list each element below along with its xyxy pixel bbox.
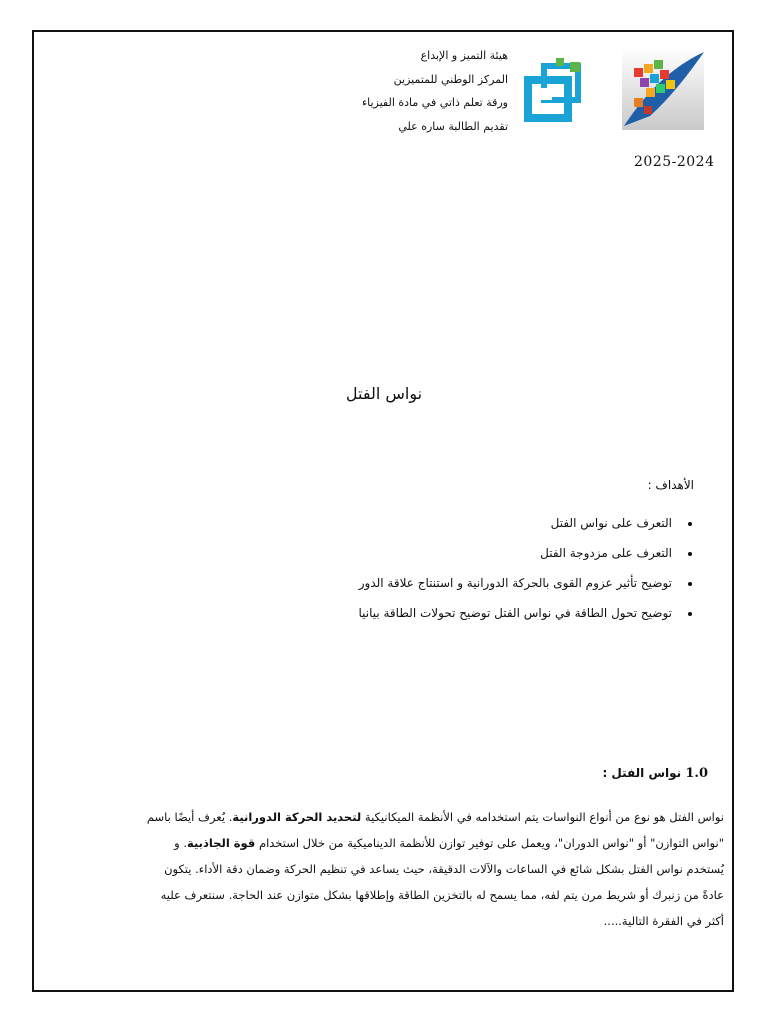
body-line: يُستخدم نواس الفتل بشكل شائع في الساعات والآلات الدقيقة، حيث يساعد في تنظيم الحركة وضمان دقة الأداء. يتكون <box>164 862 724 876</box>
header-line-authority: هيئة التميز و الإبداع <box>420 49 508 62</box>
goal-item: • توضيح تأثير عزوم القوى بالحركة الدورانية و استنتاج علاقة الدور <box>218 568 678 598</box>
body-line: "نواس التوازن" أو "نواس الدوران"، ويعمل على توفير توازن للأنظمة الديناميكية من خلال استخدام قوة الجاذبية. و <box>174 836 724 850</box>
section-heading-text: نواس الفتل : <box>602 766 682 780</box>
header-line-worksheet: ورقة تعلم ذاتي في مادة الفيزياء <box>361 96 508 109</box>
puzzle-sky-logo-icon <box>620 46 706 132</box>
goal-item: • توضيح تحول الطاقة في نواس الفتل توضيح تحولات الطاقة بيانيا <box>218 598 678 628</box>
section-number: 1.0 <box>685 766 708 781</box>
goal-item: • التعرف على نواس الفتل <box>218 508 678 538</box>
goal-item: • التعرف على مزدوجة الفتل <box>218 538 678 568</box>
frame-logo-icon <box>514 58 590 128</box>
section-body <box>50 804 724 934</box>
goals-list <box>218 508 698 628</box>
header-line-student: تقديم الطالبة ساره علي <box>398 119 508 133</box>
document-title: نواس الفتل <box>345 384 423 403</box>
section-heading <box>602 766 708 781</box>
body-line: عادةً من زنبرك أو شريط مرن يتم لفه، مما يسمح له بالتخزين الطاقة وإطلاقها بشكل متوازن عند الحاجة. سنتعرف عليه <box>160 888 724 902</box>
header-line-center: المركز الوطني للمتميزين <box>393 72 508 86</box>
header-text-block <box>288 44 508 138</box>
body-line: أكثر في الفقرة التالية..... <box>603 914 724 928</box>
goals-heading: الأهداف : <box>647 478 694 492</box>
academic-year: 2025-2024 <box>634 154 715 170</box>
body-line: نواس الفتل هو نوع من أنواع النواسات يتم استخدامه في الأنظمة الميكانيكية لتحديد الحركة الدورانية. يُعرف أيضًا باسم <box>146 810 724 824</box>
